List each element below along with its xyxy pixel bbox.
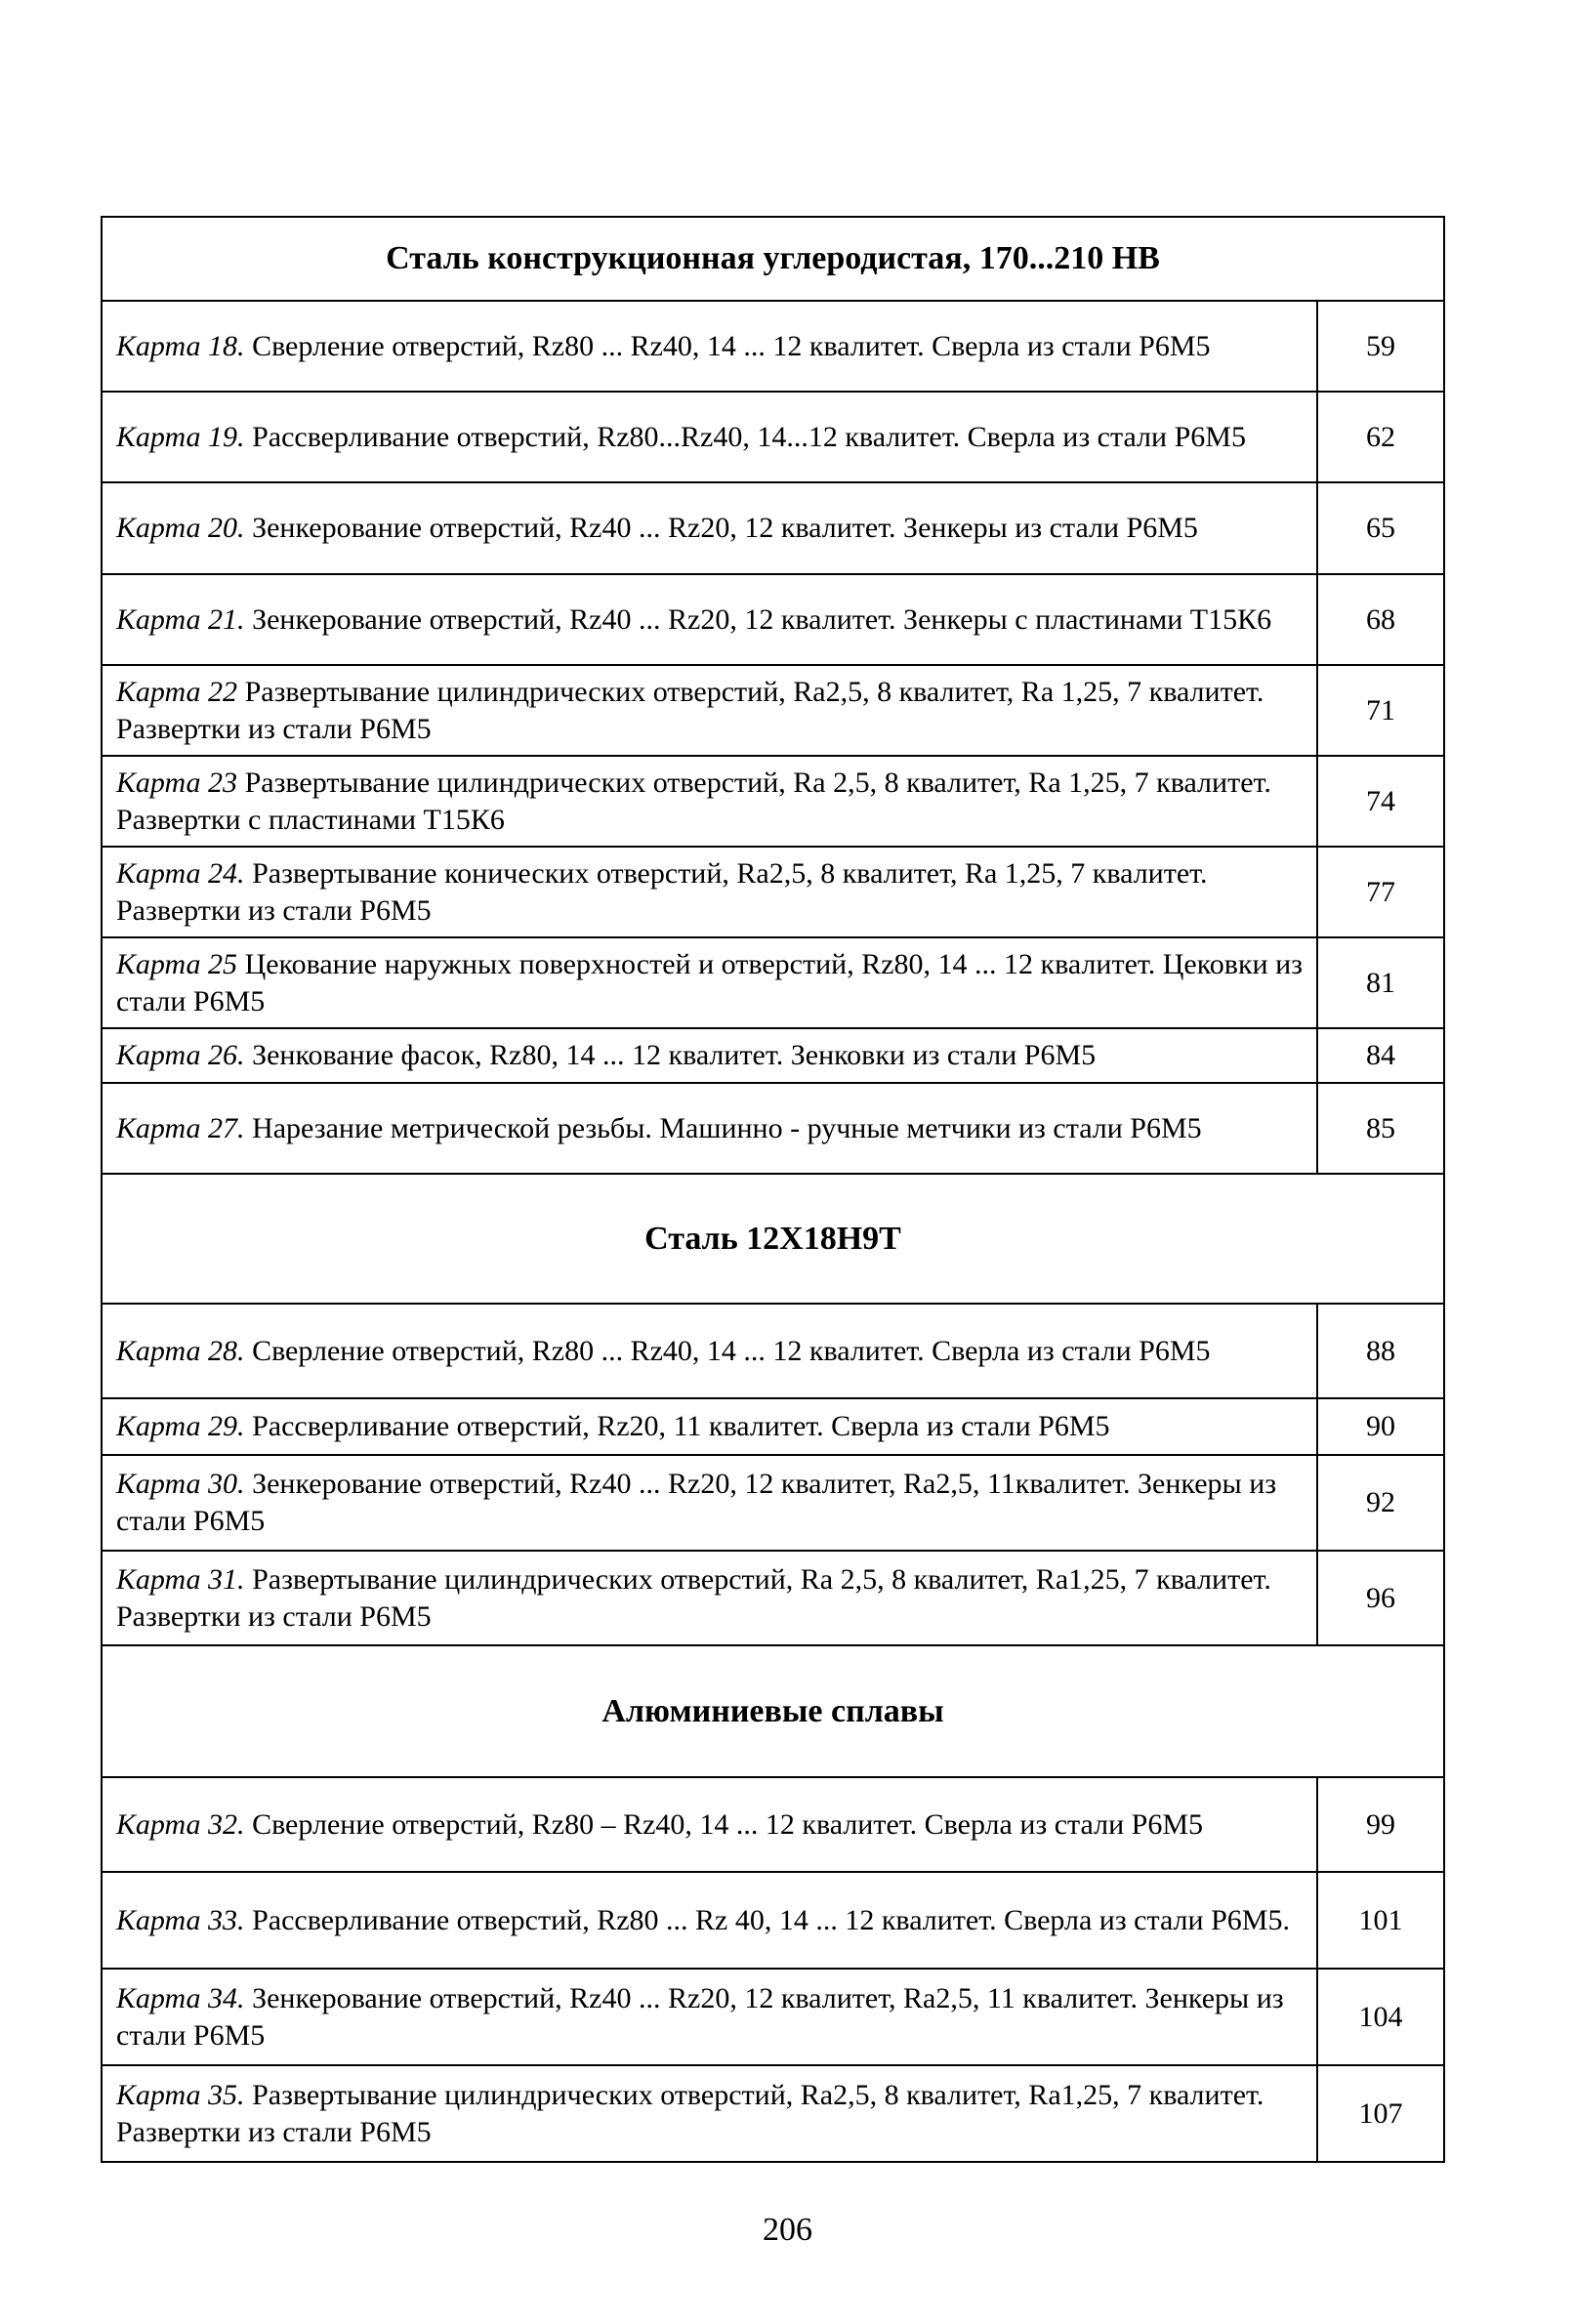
entry-page: 85 [1317, 1083, 1444, 1174]
table-row [102, 847, 1444, 937]
entry-description [102, 574, 1317, 665]
entry-page: 96 [1317, 1551, 1444, 1645]
entry-text: Сверление отверстий, Rz80 ... Rz40, 14 ... 12 квалитет. Сверла из стали Р6М5 [252, 329, 1211, 362]
card-label: Карта 25 [116, 947, 238, 980]
entry-description [102, 847, 1317, 937]
card-label: Карта 28. [116, 1334, 245, 1367]
card-label: Карта 26. [116, 1039, 245, 1071]
entry-text: Развертывание цилиндрических отверстий, Ra 2,5, 8 квалитет, Ra 1,25, 7 квалитет. Развертки с пластинами Т15К6 [116, 766, 1271, 836]
table-row [102, 1551, 1444, 1645]
entry-page: 92 [1317, 1455, 1444, 1551]
entry-page: 101 [1317, 1872, 1444, 1969]
entry-description [102, 1398, 1317, 1455]
table-row [102, 392, 1444, 482]
entry-text: Развертывание цилиндрических отверстий, Ra2,5, 8 квалитет, Ra 1,25, 7 квалитет. Развертки из стали Р6М5 [116, 675, 1264, 745]
entry-page: 68 [1317, 574, 1444, 665]
card-label: Карта 29. [116, 1410, 245, 1442]
entry-text: Зенкерование отверстий, Rz40 ... Rz20, 12 квалитет. Зенкеры из стали Р6М5 [252, 512, 1198, 544]
card-label: Карта 34. [116, 1981, 245, 2014]
entry-description [102, 756, 1317, 847]
entry-description [102, 937, 1317, 1028]
section-title: Сталь 12Х18Н9Т [102, 1174, 1444, 1304]
entry-text: Зенкерование отверстий, Rz40 ... Rz20, 12 квалитет. Зенкеры с пластинами Т15К6 [252, 602, 1272, 636]
entry-description [102, 1969, 1317, 2065]
entry-text: Рассверливание отверстий, Rz20, 11 квалитет. Сверла из стали Р6М5 [252, 1410, 1110, 1442]
table-row [102, 1083, 1444, 1174]
entry-page: 74 [1317, 756, 1444, 847]
entry-description [102, 1083, 1317, 1174]
table-row [102, 937, 1444, 1028]
entry-description [102, 1872, 1317, 1969]
table-row [102, 1777, 1444, 1872]
table-row [102, 301, 1444, 392]
entry-description [102, 392, 1317, 482]
contents-table [101, 216, 1445, 2163]
table-row [102, 665, 1444, 756]
entry-page: 62 [1317, 392, 1444, 482]
card-label: Карта 30. [116, 1468, 245, 1500]
table-row [102, 1455, 1444, 1551]
entry-text: Цекование наружных поверхностей и отверстий, Rz80, 14 ... 12 квалитет. Цековки из стали Р6М5 [116, 947, 1303, 1017]
section-title: Алюминиевые сплавы [102, 1645, 1444, 1777]
entry-text: Развертывание цилиндрических отверстий, Ra 2,5, 8 квалитет, Ra1,25, 7 квалитет. Развертки из стали Р6М5 [116, 1562, 1271, 1633]
entry-description [102, 1777, 1317, 1872]
entry-text: Сверление отверстий, Rz80 – Rz40, 14 ... 12 квалитет. Сверла из стали Р6М5 [252, 1807, 1203, 1841]
section-title: Сталь конструкционная углеродистая, 170...210 НВ [102, 217, 1444, 301]
table-row [102, 1028, 1444, 1083]
entry-page: 77 [1317, 847, 1444, 937]
section-header-row [102, 217, 1444, 301]
table-row [102, 1969, 1444, 2065]
table-row [102, 1398, 1444, 1455]
table-row [102, 482, 1444, 574]
table-row [102, 574, 1444, 665]
entry-page: 90 [1317, 1398, 1444, 1455]
entry-page: 84 [1317, 1028, 1444, 1083]
card-label: Карта 20. [116, 512, 245, 544]
entry-page: 104 [1317, 1969, 1444, 2065]
entry-page: 59 [1317, 301, 1444, 392]
entry-text: Развертывание конических отверстий, Ra2,5, 8 квалитет, Ra 1,25, 7 квалитет. Развертки из стали Р6М5 [116, 856, 1208, 927]
entry-description [102, 1304, 1317, 1398]
entry-text: Рассверливание отверстий, Rz80...Rz40, 14...12 квалитет. Сверла из стали Р6М5 [252, 420, 1246, 453]
entry-description [102, 482, 1317, 574]
entry-page: 107 [1317, 2065, 1444, 2162]
entry-description [102, 1455, 1317, 1551]
entry-page: 99 [1317, 1777, 1444, 1872]
entry-text: Зенкование фасок, Rz80, 14 ... 12 квалитет. Зенковки из стали Р6М5 [252, 1039, 1097, 1071]
page-number: 206 [763, 2212, 812, 2248]
card-label: Карта 33. [116, 1903, 245, 1936]
card-label: Карта 19. [116, 420, 245, 453]
entry-description [102, 1551, 1317, 1645]
section-header-row [102, 1174, 1444, 1304]
entry-description [102, 665, 1317, 756]
card-label: Карта 32. [116, 1807, 245, 1841]
card-label: Карта 21. [116, 602, 245, 636]
table-row [102, 2065, 1444, 2162]
card-label: Карта 22 [116, 675, 238, 708]
entry-description [102, 2065, 1317, 2162]
card-label: Карта 35. [116, 2078, 245, 2111]
card-label: Карта 31. [116, 1562, 245, 1596]
entry-text: Нарезание метрической резьбы. Машинно - ручные метчики из стали Р6М5 [252, 1111, 1202, 1144]
entry-page: 88 [1317, 1304, 1444, 1398]
section-header-row [102, 1645, 1444, 1777]
entry-text: Сверление отверстий, Rz80 ... Rz40, 14 ... 12 квалитет. Сверла из стали Р6М5 [252, 1334, 1211, 1367]
entry-text: Зенкерование отверстий, Rz40 ... Rz20, 12 квалитет, Ra2,5, 11 квалитет. Зенкеры из стали Р6М5 [116, 1981, 1284, 2052]
entry-page: 81 [1317, 937, 1444, 1028]
entry-description [102, 1028, 1317, 1083]
table-row [102, 1304, 1444, 1398]
card-label: Карта 24. [116, 856, 245, 890]
entry-page: 71 [1317, 665, 1444, 756]
entry-text: Развертывание цилиндрических отверстий, Ra2,5, 8 квалитет, Ra1,25, 7 квалитет. Развертки из стали Р6М5 [116, 2078, 1264, 2148]
card-label: Карта 23 [116, 766, 238, 799]
table-row [102, 1872, 1444, 1969]
table-row [102, 756, 1444, 847]
entry-text: Зенкерование отверстий, Rz40 ... Rz20, 12 квалитет, Ra2,5, 11квалитет. Зенкеры из стали Р6М5 [116, 1468, 1277, 1537]
card-label: Карта 18. [116, 329, 245, 362]
entry-text: Рассверливание отверстий, Rz80 ... Rz 40, 14 ... 12 квалитет. Сверла из стали Р6М5. [252, 1903, 1290, 1936]
entry-description [102, 301, 1317, 392]
card-label: Карта 27. [116, 1111, 245, 1144]
entry-page: 65 [1317, 482, 1444, 574]
